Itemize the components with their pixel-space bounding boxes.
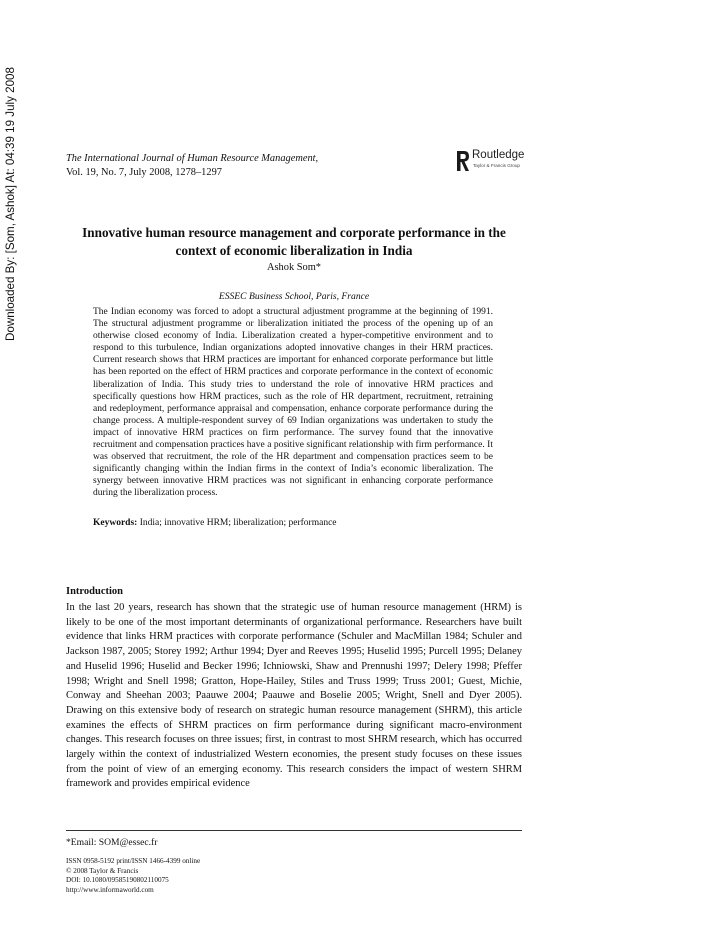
abstract: The Indian economy was forced to adopt a structural adjustment programme at the beginning of 1991. The structural adjustment programme or liberalization initiated the process of the opening up of an otherwise closed economy of India. Liberalization created a hyper-competitive environment and to respond to this turbulence, Indian organizations adopted innovative changes in their HRM practices. Current research shows that HRM practices are important for enhanced corporate performance but little has been reported on the effect of HRM practices and corporate performance in the context of economic liberalization of India. This study tries to understand the role of innovative HRM practices and specifically questions how HRM practices, such as the role of HR department, recruitment, retraining and redeployment, performance appraisal and compensation, enhance corporate performance during the change process. A multiple-respondent survey of 69 Indian organizations was undertaken to study the impact of innovative HRM practices on firm performance. The survey found that the innovative recruitment and compensation practices have a positive significant relationship with firm performance. It was observed that recruitment, the role of the HR department and compensation practices seem to be significantly changing within the Indian firms in the context of India’s economic liberalization. The synergy between innovative HRM practices was not significant in enhancing corporate performance during the liberalization process. bbox=[93, 307, 493, 499]
footnote-divider bbox=[66, 830, 522, 831]
publisher-logo bbox=[456, 149, 536, 173]
website-link[interactable]: http://www.informaworld.com bbox=[66, 885, 154, 894]
introduction-body: In the last 20 years, research has shown that the strategic use of human resource management (HRM) is likely to be one of the most important determinants of organizational performance. Researchers have built evidence that links HRM practices with corporate performance (Schuler and MacMillan 1984; Schuler and Jackson 1987, 2005; Storey 1992; Arthur 1994; Dyer and Reeves 1995; Huselid 1995; Purcell 1995; Delaney and Huselid 1996; Huselid and Becker 1996; Ichniowski, Shaw and Prennushi 1997; Delery 1998; Pfeffer 1998; Wright and Snell 1998; Gratton, Hope-Hailey, Stiles and Truss 1999; Truss 2001; Guest, Michie, Conway and Sheehan 2003; Paauwe 2004; Paauwe and Boselie 2005; Wright, Snell and Dyer 2005). Drawing on this extensive body of research on strategic human resource management (SHRM), this article examines the effects of SHRM practices on firm performance during significant macro-environment changes. This research focuses on three issues; first, in contrast to most SHRM research, which has occurred largely within the context of industrialized Western economies, the present study focuses on these issues from the point of view of an emerging economy. This research considers the impact of western SHRM framework and provides empirical evidence bbox=[66, 602, 522, 790]
publisher-name: Routledge bbox=[472, 149, 525, 161]
doi-line: DOI: 10.1080/09585190802110075 bbox=[66, 876, 169, 885]
issn-line: ISSN 0958-5192 print/ISSN 1466-4399 online bbox=[66, 857, 201, 865]
article-author: Ashok Som* bbox=[267, 262, 321, 273]
publisher-subtitle: Taylor & Francis Group bbox=[473, 163, 520, 168]
publication-info bbox=[66, 857, 200, 895]
copyright-line: © 2008 Taylor & Francis bbox=[66, 866, 139, 875]
routledge-r-icon bbox=[456, 150, 470, 172]
journal-header bbox=[66, 152, 318, 180]
journal-name: The International Journal of Human Resource Management, bbox=[66, 153, 319, 164]
keywords-label: Keywords: bbox=[93, 518, 138, 528]
keywords bbox=[93, 517, 493, 529]
download-notice: Downloaded By: [Som, Ashok] At: 04:39 19 July 2008 bbox=[4, 67, 17, 341]
journal-issue: Vol. 19, No. 7, July 2008, 1278–1297 bbox=[66, 167, 222, 178]
keywords-list: India; innovative HRM; liberalization; performance bbox=[139, 518, 337, 528]
corresponding-email: *Email: SOM@essec.fr bbox=[66, 837, 158, 848]
introduction-heading: Introduction bbox=[66, 586, 123, 597]
article-title: Innovative human resource management and corporate performance in the context of economic liberalization in India bbox=[82, 225, 506, 258]
author-affiliation: ESSEC Business School, Paris, France bbox=[218, 291, 370, 302]
